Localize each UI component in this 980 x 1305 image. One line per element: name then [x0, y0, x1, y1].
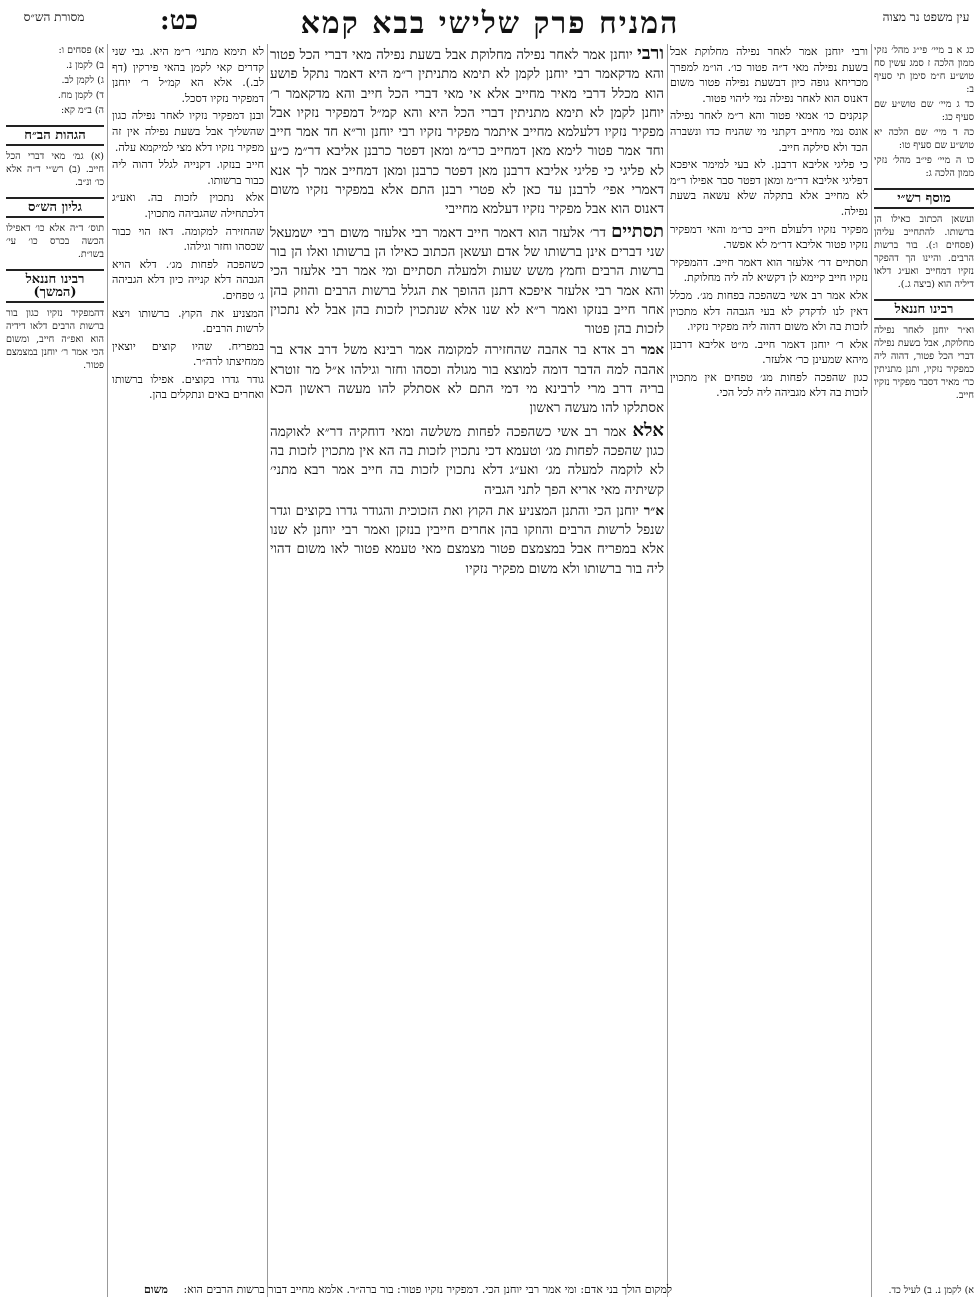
ein-mishpat-entry: כד ג מיי׳ שם טוש״ע שם סעיף כג: [874, 99, 974, 123]
tosafot-paragraph: חייב בנזקו. דקנייה לגלל דהוה ליה כבור ברשותו. [112, 158, 264, 187]
ein-mishpat-column [874, 44, 974, 1244]
gemara-lead-word: ורבי [637, 44, 664, 64]
ein-mishpat-header: עין משפט נר מצוה [882, 10, 970, 24]
page-header [0, 6, 980, 40]
rabbeinu-chananel-title: רבינו חננאל [874, 299, 974, 320]
column-divider [107, 44, 108, 1297]
gemara-text: יוחנן הכי והתנן המצניע את הקוץ ואת הזכוכית והגודר גדרו בקוצים וגדר שנפל לרשות הרבים והוזקו בהן אחרים חייבין בנזקן ואמר רבי יוחנן לא שנו אלא במפריח אבל במצמצם פטור מצמצם מאי טעמא פטור לאו משום דהוי ליה בור ברשותו ולא משום מפקיר נזקיו [270, 503, 664, 577]
gemara-lead-word: אמר [640, 342, 664, 359]
rashi-paragraph: כגון שהפכה לפחות מג׳ טפחים אין מתכוין לזכות בה דלא מגביהה ליה לכל הכי. [670, 370, 868, 400]
rashi-column [670, 44, 868, 1244]
gemara-paragraph [270, 341, 664, 418]
gemara-paragraph [270, 222, 664, 340]
rashi-paragraph: כי פליגי אליבא דרבנן. לא בעי למימר איפכא דפליגי אליבא דר״מ ומאן דפטר סבר אפילו ר״מ לא מחייב אלא בתקלה שלא עשאה בשעת נפילה. [670, 158, 868, 218]
gilyon-title: גליון הש״ס [6, 197, 104, 218]
column-divider [871, 44, 872, 1297]
gemara-lead-word: תסתיים [611, 220, 664, 242]
rashi-paragraph: קנקנים כו׳ אמאי פטור והא ר״מ לאחר נפילה אונס נמי מחייב דקתני מי שהניח כדו ונשברה הכד ולא סילקה חייב. [670, 109, 868, 154]
masoret-column [6, 44, 104, 1244]
tosafot-column [112, 44, 264, 1244]
chananel-cont-text: דהמפקיר נזקיו כגון בור ברשות הרבים דלאו דידיה הוא ואפ״ה חייב, ומשום הכי אמר ר׳ יוחנן במצמצם פטור. [6, 308, 104, 371]
musaf-rashi-title: מוסף רש״י [874, 188, 974, 209]
tosafot-paragraph: ובנן דמפקיר נזקיו לאחר נפילה כגון שהשליך אבל בשעת נפילה אין זה מפקיר נזקיו דלא מצי למיקמא עלה. [112, 109, 264, 154]
tractate-title: המניח פרק שלישי בבא קמא [300, 6, 680, 41]
chananel-cont-title: רבינו חננאל (המשך) [6, 269, 104, 303]
ein-mishpat-entry: כה ד מיי׳ שם הלכה יא טוש״ע שם סעיף טו: [874, 127, 974, 151]
catchword: משום [143, 1283, 168, 1296]
tosafot-paragraph: כשהפכה לפחות מג׳. דלא הויא הגבהה דלא קנייה כיון דלא הגביהה ג׳ טפחים. [112, 257, 264, 302]
column-divider [267, 44, 268, 1297]
gemara-column [270, 44, 664, 1204]
hagahot-title: הגהות הב״ח [6, 125, 104, 146]
ein-mishpat-entry: כג א ב מיי׳ פי״ג מהל׳ נזקי ממון הלכה ז סמג עשין סח טוש״ע ח״מ סימן תי סעיף ב: [874, 45, 974, 95]
gemara-paragraph [270, 44, 664, 220]
footer-notes: א) לקמן נ. ב) לעיל כד. [888, 1285, 974, 1296]
masoret-entry: א) פסחים ו: [58, 45, 104, 56]
rashi-paragraph: ורבי יוחנן אמר לאחר נפילה מחלוקת אבל בשעת נפילה מאי ד״ה פטור כו׳. הו״מ למפרך מכריחא גופה כיון דבשעת נפילה פטור משום דאנוס הוא לאחר נפילה נמי ליהוי פטור. [670, 45, 868, 105]
masoret-header: מסורת הש״ס [23, 10, 85, 24]
tosafot-paragraph: גודר גדרו בקוצים. אפילו ברשותו ואחרים באים ונתקלים בהן. [112, 372, 264, 402]
musaf-rashi-text: ועשאן הכתוב כאילו הן ברשותו. להתחייב עליהן (פסחים ו:). בור ברשות הרבים. והיינו הך דהפקר נזקיו דמחייב ואע״ג דלאו דיליה הוא (ביצה ג.). [874, 214, 974, 290]
masoret-entry: ד) לקמן מח. [57, 90, 104, 101]
tosafot-paragraph: שהחזירה למקומה. דאז הוי כבור שכסהו וחזר וגילהו. [112, 224, 264, 254]
rashi-paragraph: תסתיים דר׳ אלעזר הוא דאמר חייב. דהמפקיר נזקיו חייב קיימא לן דקשיא לה ליה מחלוקת. [670, 255, 868, 285]
tosafot-paragraph: במפריח. שהיו קוצים יוצאין ממחיצתו לרה״ר. [112, 339, 264, 369]
gemara-paragraph [270, 502, 664, 579]
rashi-paragraph: מפקיר נזקיו דלעולם חייב כר״מ והאי דמפקיר נזקיו פטור אליבא דר״מ לא אפשר. [670, 222, 868, 252]
ein-mishpat-entry: כו ה מיי׳ פי״ב מהל׳ נזקי ממון הלכה ג: [874, 155, 974, 179]
gemara-text: דר׳ אלעזר הוא דאמר חייב דאמר רבי אלעזר משום רבי ישמעאל שני דברים אינן ברשותו של אדם ועשאן הכתוב כאילו הן ברשותו ואלו הן בור ברשות הרבים וחמץ משש שעות ולמעלה תסתיים ומי אמר רבי אלעזר הכי והא אמר רבי אלעזר איפכא דתנן ההופך את הגלל ברשות הרבים והוזק בהן אחר חייב בנזקו ואמר ר״א לא שנו אלא שנתכוין לזכות בהן אבל לא נתכוין לזכות בהן פטור [270, 225, 664, 338]
footer-text: למקום הולך בני אדם: ומי אמר רבי יוחנן הכי. דמפקיר נזקיו פטור: בור ברה״ר. אלמא מחייב דבור ברשות הרבים הוא: [183, 1283, 672, 1296]
gemara-lead-word: אלא [632, 419, 664, 441]
rashi-paragraph: אלא אמר רב אשי בשהפכה בפחות מג׳. מכלל דאין לנו לדקדק לא בעי הגבהה דלא מתכוין לזכות בה ולא משום דהוה ליה מפקיר נזקיו. [670, 288, 868, 334]
page-number: כט: [159, 6, 198, 36]
gemara-footer-line [112, 1283, 672, 1297]
gemara-lead-word: א״ר [643, 502, 664, 519]
masoret-entry: ג) לקמן לב. [61, 75, 104, 86]
column-divider [667, 44, 668, 1297]
tosafot-paragraph: לא תימא מתני׳ ר״מ היא. גבי שני קדרים קאי לקמן בהאי פירקין (דף לב.). אלא הא קמ״ל ר׳ יוחנן דמפקיר נזקיו דסכל. [112, 45, 264, 105]
hagahot-text: (א) גמ׳ מאי דברי הכל חייב. (ב) רש״י ד״ה אלא כו׳ ונ״ב. [6, 151, 104, 188]
rabbeinu-chananel-text: וא״ר יוחנן לאחר נפילה מחלוקת, אבל בשעת נפילה דברי הכל פטור, דהוה ליה כמפקיר נזקיו, ותנן מתניתין כר׳ מאיר דסבר מפקיר נזקיו חייב. [874, 325, 974, 401]
masoret-entry: ב) לקמן נ. [65, 60, 104, 71]
gemara-text: יוחנן אמר לאחר נפילה מחלוקת אבל בשעת נפילה מאי דברי הכל פטור והא מדקאמר רבי יוחנן לקמן לא תימא מתניתין ר״מ היא דאמר נתקל פושע הוא מכלל דרבי מאיר מחייב אלא אי מאי דברי הכל חייב והא מדקאמר ר׳ יוחנן לקמן לא תימא מתניתין דברי הכל היא והא קמ״ל דמפקיר נזקיו אבל מפקיר נזקיו דלעלמא מחייב איתמר מפקיר נזקיו רבי יוחנן ור״א חד אמר חייב וחד אמר פטור לימא מאן דמחייב כר״מ ומאן דפטר כרבנן אליבא דר״מ כ״ע לא פליגי כי פליגי אליבא דרבנן מאן דפטר כרבנן ומאן דמחייב אמר לך אנא דאמרי אפי׳ לרבנן עד כאן לא פטרי רבנן התם אלא במפקיר נזקיו משום דאנוס הוא אבל מפקיר נזקיו דעלמא מחייבי [270, 48, 664, 218]
gemara-text: אמר רב אשי כשהפכה לפחות משלשה ומאי דוחקיה דר״א לאוקמה כגון שהפכה לפחות מג׳ וטעמא דכי נתכוין לזכות בה הא אין מתכוין לזכות בה לא לוקמה למעלה מג׳ ואע״ג דלא נתכוין לזכות בה חייב אמר רבא מתני׳ קשיתיה מאי אריא הפך לתני הגביה [270, 424, 664, 498]
gemara-paragraph [270, 421, 664, 500]
tosafot-paragraph: אלא נתכוין לזכות בה. ואע״ג דלכתחילה שהגביהה מתכוין. [112, 191, 264, 220]
gilyon-text: תוס׳ ד״ה אלא כו׳ דאפילו הכשה בכרס כו׳ עי׳ בשו״ת. [6, 223, 104, 260]
masoret-entry: ה) ב״מ קא: [60, 105, 104, 116]
rashi-paragraph: אלא ר׳ יוחנן דאמר חייב. מ״ט אליבא דרבנן מיהא שמעינן כר׳ אלעזר. [670, 337, 868, 367]
gemara-text: רב אדא בר אהבה שהחזירה למקומה אמר רבינא משל דרב אדא בר אהבה למה הדבר דומה למוצא בור מגולה וכסהו וחזר וגילהו א״ל מר זוטרא בריה דרב מרי לרבינא מי דמי התם לא אסתלק להו מעשה ראשון הכא אסתלקו להו מעשה ראשון [270, 343, 664, 417]
tosafot-paragraph: המצניע את הקוץ. ברשותו ויצא לרשות הרבים. [112, 306, 264, 336]
